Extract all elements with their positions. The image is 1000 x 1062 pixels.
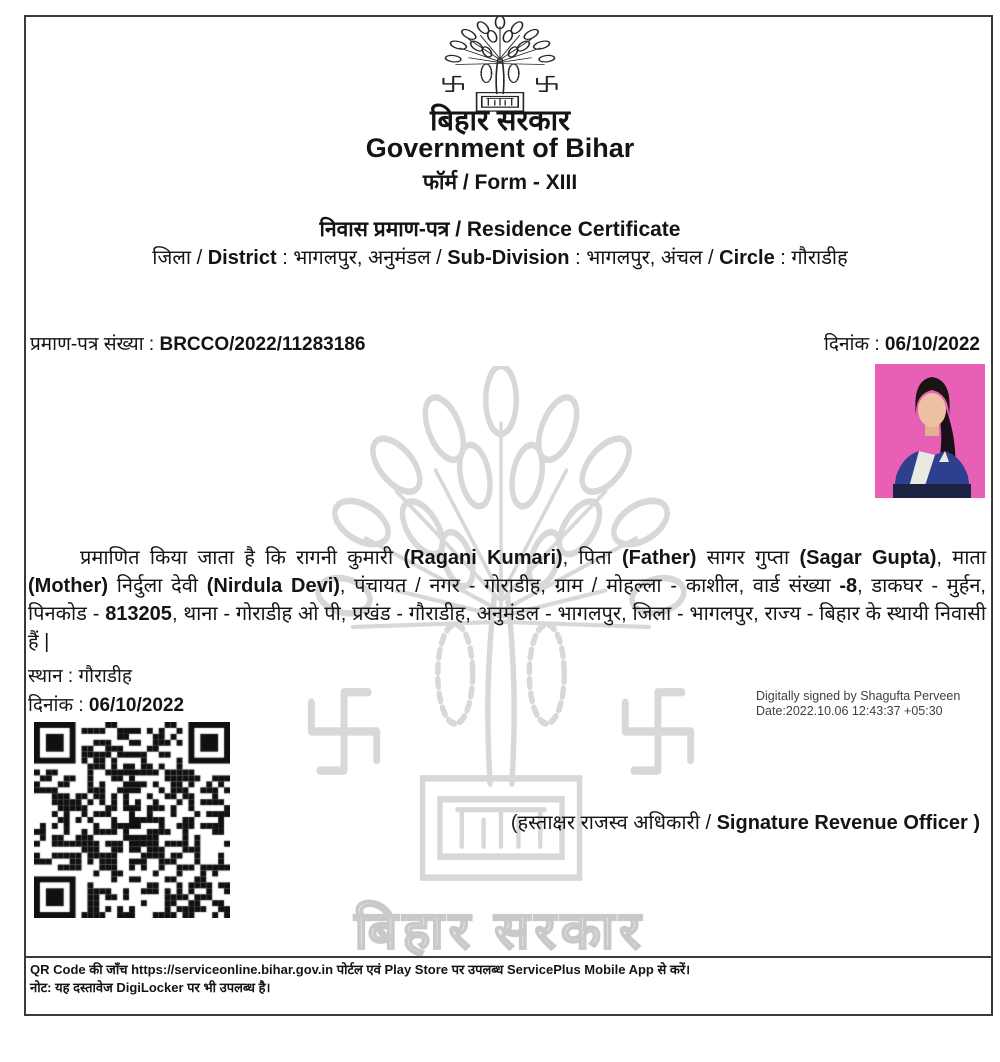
- certificate-body-text: प्रमाणित किया जाता है कि रागनी कुमारी (Ragani Kumari), पिता (Father) सागर गुप्ता (Sagar Gupta), माता (Mother) निर्दुला देवी (Nirdula Devi), पंचायत / नगर - गोराडीह, ग्राम / मोहल्ला - काशील, वार्ड संख्या -8, डाकघर - मुर्हन, पिनकोड - 813205, थाना - गोराडीह ओ पी, प्रखंड - गौराडीह, अनुमंडल - भागलपुर, जिला - भागलपुर, राज्य - बिहार के स्थायी निवासी हैं |: [28, 547, 987, 653]
- certificate-number: [30, 330, 365, 356]
- issue-date: [824, 330, 980, 356]
- issue-date-value: 06/10/2022: [884, 334, 980, 355]
- form-number-line: फॉर्म / Form - XIII: [422, 171, 578, 194]
- government-title-hindi: बिहार सरकार: [429, 105, 570, 137]
- certificate-date-value: 06/10/2022: [88, 695, 185, 716]
- issue-date-label: दिनांक :: [823, 334, 880, 355]
- certificate-date-label: दिनांक :: [28, 695, 84, 716]
- footer-digilocker-note: नोट: यह दस्तावेज DigiLocker पर भी उपलब्ध है।: [30, 980, 271, 995]
- revenue-officer-signature-line: (हस्ताक्षर राजस्व अधिकारी / Signature Revenue Officer ): [510, 812, 980, 834]
- digital-signature-note: [756, 689, 960, 719]
- qr-code: [34, 722, 230, 923]
- certificate-title: निवास प्रमाण-पत्र / Residence Certificate: [319, 218, 681, 241]
- watermark-text: बिहार सरकार: [354, 902, 646, 960]
- qr-code-icon: [34, 722, 230, 918]
- place-label: स्थान :: [28, 666, 74, 687]
- place-line: [28, 662, 132, 688]
- footer-note: [26, 956, 991, 997]
- applicant-photo: [875, 364, 985, 498]
- place-value: गौराडीह: [78, 666, 132, 687]
- certificate-number-value: BRCCO/2022/11283186: [159, 334, 366, 355]
- bihar-government-emblem-icon: [435, 16, 565, 113]
- certificate-date-line: [28, 691, 184, 717]
- digital-signature-timestamp: Date:2022.10.06 12:43:37 +05:30: [756, 704, 943, 718]
- district-subdivision-circle-line: जिला / District : भागलपुर, अनुमंडल / Sub-Division : भागलपुर, अंचल / Circle : गौराडीह: [152, 247, 848, 269]
- footer-qr-verification-note: QR Code की जाँच https://serviceonline.bihar.gov.in पोर्टल एवं Play Store पर उपलब्ध ServicePlus Mobile App से करें।: [30, 962, 691, 977]
- digital-signature-signer: Digitally signed by Shagufta Perveen: [756, 689, 961, 703]
- government-title-english: Government of Bihar: [365, 133, 635, 163]
- certificate-number-label: प्रमाण-पत्र संख्या :: [30, 334, 155, 355]
